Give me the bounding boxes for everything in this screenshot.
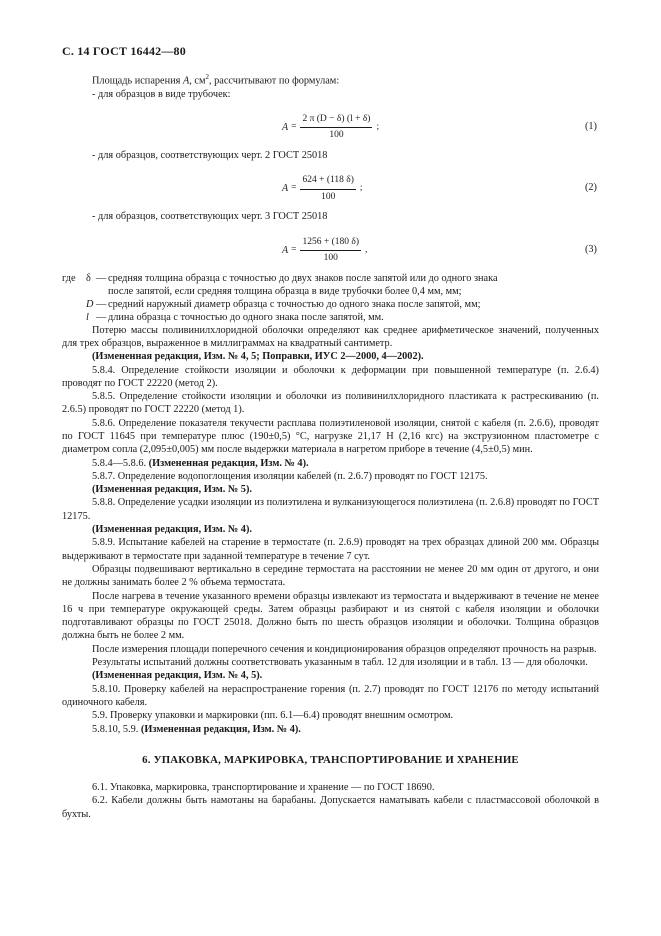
where-dash: — [96,311,107,323]
formula-3-punct: , [365,244,368,255]
page-content [62,71,599,821]
paragraph-6-1: 6.1. Упаковка, маркировка, транспортирование и хранение — по ГОСТ 18690. [92,782,435,794]
caption-tubes: - для образцов в виде трубочек: [92,88,231,100]
formula-3-numerator: 1256 + (180 δ) [300,236,361,251]
paragraph-5-8-7: 5.8.7. Определение водопоглощения изоляции кабелей (п. 2.6.7) проводят по ГОСТ 12175. [92,470,488,482]
edit-note-text: (Измененная редакция, Изм. № 4). [140,723,301,735]
intro-unit: , см [189,75,206,87]
where-item-delta [62,272,599,298]
where-text-delta: средняя толщина образца с точностью до двух знаков после запятой или до одного знака [108,272,498,284]
where-text-l: длина образца с точностью до одного знака после запятой, мм. [108,311,384,323]
formula-3-lhs: A [282,244,289,256]
caption-fig3: - для образцов, соответствующих черт. 3 ГОСТ 25018 [92,211,328,223]
paragraph-6-2: 6.2. Кабели должны быть намотаны на барабаны. Допускается наматывать кабели с пластмассовой оболочкой в бухты. [62,795,599,820]
where-label: где [62,272,76,284]
paragraph-5-8-10: 5.8.10. Проверку кабелей на нераспространение горения (п. 2.7) проводят по ГОСТ 12176 по методу испытаний одиночного кабеля. [62,683,599,708]
formula-2 [62,170,599,204]
where-cont-delta: после запятой, если средняя толщина образца в виде трубочки более 0,4 мм, мм; [108,285,462,297]
paragraph-5-8-4: 5.8.4. Определение стойкости изоляции и оболочки к деформации при повышенной температуре (п. 2.6.4) проводят по ГОСТ 22220 (метод 2). [62,364,599,389]
formula-1-lhs: A [282,122,289,134]
paragraph-5-8-5: 5.8.5. Определение стойкости изоляции и оболочки из поливинилхлоридного пластиката к растрескиванию (п. 2.6.5) проводят по ГОСТ 22220 (метод 1). [62,391,599,416]
clause-number: 5.8.10, 5.9. [92,723,139,735]
formula-2-numerator: 624 + (118 δ) [300,174,355,189]
where-sym-d: D [86,298,94,310]
where-dash: — [96,272,107,284]
formula-2-fraction [300,174,355,204]
edit-note-text: (Измененная редакция, Изм. № 4). [148,457,309,469]
where-sym-delta: δ [86,272,91,284]
paragraph-5-8-8: 5.8.8. Определение усадки изоляции из полиэтилена и вулканизующегося полиэтилена (п. 2.6.8) проводят по ГОСТ 12175. [62,497,599,522]
page-header: С. 14 ГОСТ 16442—80 [62,44,186,58]
formula-1 [62,109,599,143]
edit-note: (Измененная редакция, Изм. № 4). [92,524,252,536]
edit-note-5-8-4-5-8-6 [62,457,599,470]
formula-2-lhs: A [282,183,289,195]
paragraph-5-9: 5.9. Проверку упаковки и маркировки (пп. 6.1—6.4) проводят внешним осмотром. [92,710,454,722]
edit-note: (Измененная редакция, Изм. № 4, 5; Поправки, ИУС 2—2000, 4—2002). [92,351,424,363]
formula-2-eq: = [291,183,297,194]
intro-suffix: , рассчитывают по формулам: [209,75,340,87]
formula-3-number: (3) [584,243,597,255]
edit-note-5-8-10-5-9 [62,723,599,736]
formula-3 [62,232,599,266]
formula-2-number: (2) [584,182,597,194]
paragraph-after-heating: После нагрева в течение указанного времени образцы извлекают из термостата и выдерживают в течение не менее 16 ч при температуре окружающей среды. Затем образцы разбирают и из снятой с кабеля изоляции и оболочки подготавливают образцы по ГОСТ 25018. Должно быть по шесть образцов изоляции и оболочки. Толщина образцов должна быть не более 2 мм. [62,590,599,642]
where-text-d: средний наружный диаметр образца с точностью до одного знака после запятой, мм; [108,298,481,310]
paragraph-5-8-9: 5.8.9. Испытание кабелей на старение в термостате (п. 2.6.9) проводят на трех образцах длиной 200 мм. Образцы выдерживают в термостате при заданной температуре в течение 7 сут. [62,537,599,562]
paragraph-results: Результаты испытаний должны соответствовать указанным в табл. 12 для изоляции и в табл. 13 — для оболочки. [92,657,588,669]
formula-1-eq: = [291,122,297,133]
formula-3-eq: = [291,244,297,255]
intro-prefix: Площадь испарения [92,75,183,87]
edit-note: (Измененная редакция, Изм. № 5). [92,484,252,496]
formula-1-numerator: 2 π (D − δ) (l + δ) [300,113,372,128]
where-item-l [62,311,599,324]
formula-3-denominator: 100 [323,252,338,263]
paragraph-5-8-6: 5.8.6. Определение показателя текучести расплава полиэтиленовой изоляции, снятой с кабеля (п. 2.6.6), проводят по ГОСТ 11645 при температуре плюс (190±0,5) °С, нагрузке 21,17 Н (2,16 кгс) на экструзионном пластометре с диаметром сопла (2,095±0,005) мм после выдержки материала в нагретом приборе в течение (4,5±0,5) мин. [62,417,599,456]
formula-3-fraction [300,236,361,266]
formula-1-fraction [300,113,372,143]
edit-note: (Измененная редакция, Изм. № 4, 5). [92,670,263,682]
paragraph-mass-loss: Потерю массы поливинилхлоридной оболочки определяют как среднее арифметическое значений, полученных для трех образцов, выраженное в миллиграммах на квадратный сантиметр. [62,324,599,349]
clause-number: 5.8.4—5.8.6. [92,457,147,469]
where-dash: — [96,298,107,310]
caption-fig2: - для образцов, соответствующих черт. 2 ГОСТ 25018 [92,150,328,162]
formula-1-number: (1) [584,121,597,133]
intro-line [62,71,599,88]
formula-1-punct: ; [376,122,380,133]
intro-var: A [182,75,190,87]
where-item-d [62,298,599,311]
paragraph-hang: Образцы подвешивают вертикально в середине термостата на расстоянии не менее 20 мм один от другого, и они не должны занимать более 2 % объема термостата. [62,563,599,589]
section-6-title: 6. УПАКОВКА, МАРКИРОВКА, ТРАНСПОРТИРОВАНИЕ И ХРАНЕНИЕ [142,753,519,766]
intro-sup: 2 [205,73,209,81]
where-sym-l: l [86,311,89,323]
paragraph-measure: После измерения площади поперечного сечения и кондиционирования образцов определяют прочность на разрыв. [92,643,597,655]
formula-2-punct: ; [359,183,363,194]
formula-1-denominator: 100 [329,130,344,141]
formula-2-denominator: 100 [321,191,336,202]
